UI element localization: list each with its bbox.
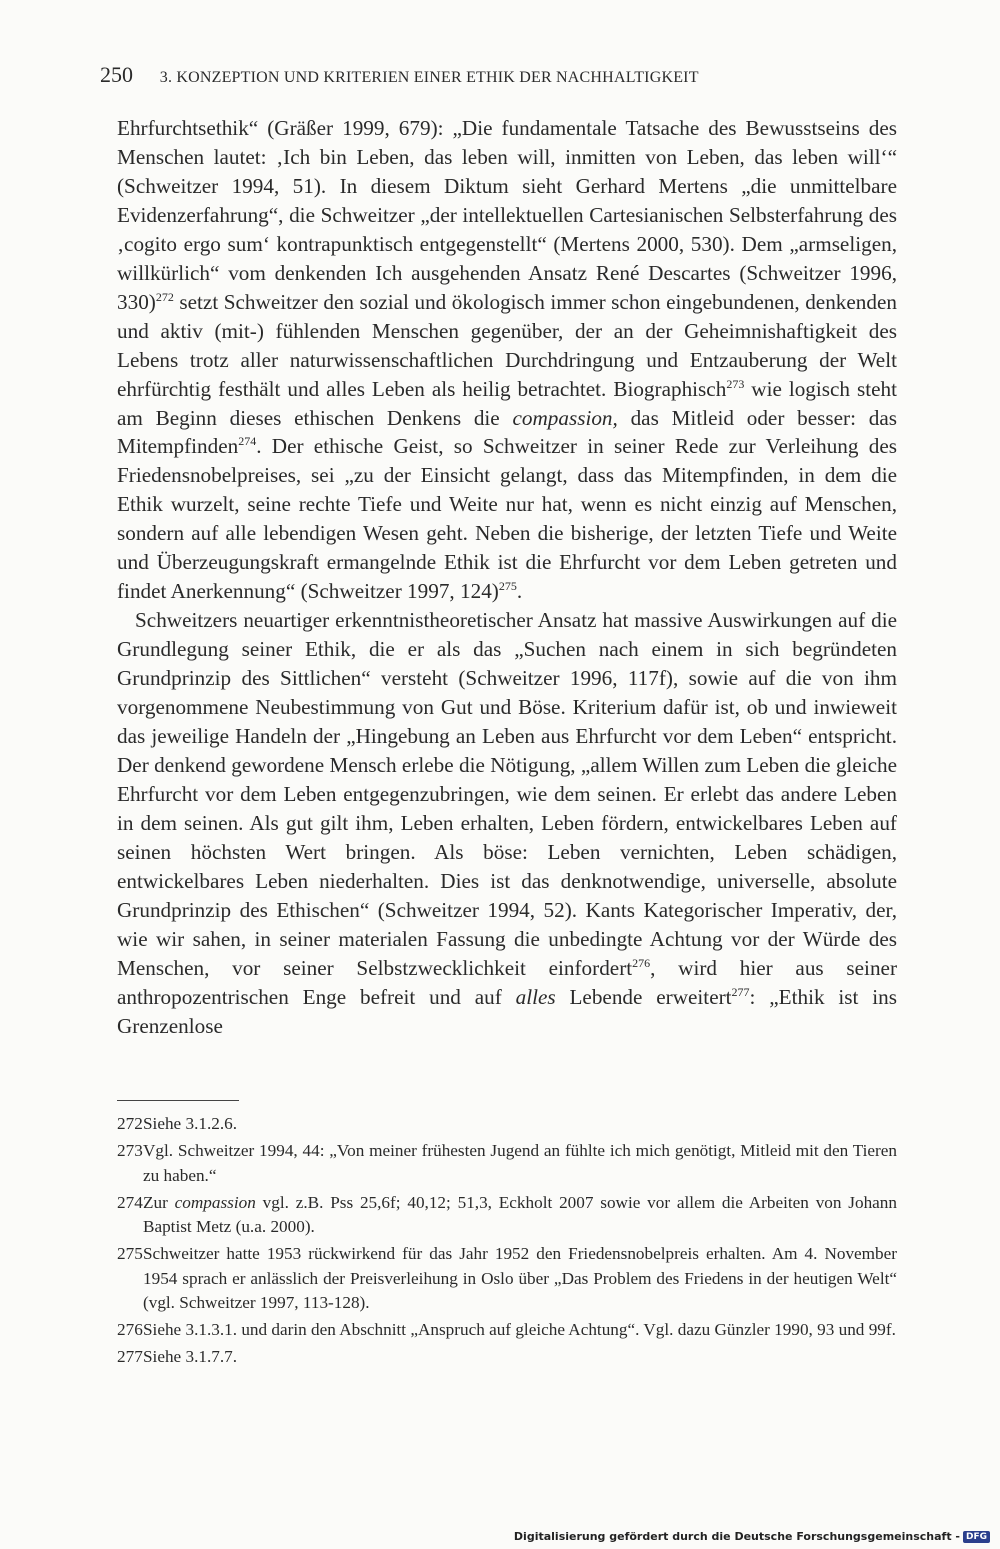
- footnote-272: [117, 1112, 897, 1137]
- text-span: Schweitzer hatte 1953 rückwirkend für das Jahr 1952 den Friedensnobelpreis erhalten. Am 4. November 1954 sprach er anlässlich der Preisverleihung in Oslo über „Das Problem des Friedens in der heutigen Welt“ (vgl. Schweitzer 1997, 113-128).: [143, 1244, 897, 1312]
- footnote-ref-274[interactable]: 274: [238, 434, 257, 449]
- text-span: , wird hier aus seiner anthropozentrischen Enge befreit und auf: [117, 955, 897, 1009]
- paragraph-1: [117, 114, 897, 606]
- text-span: Lebende erweitert: [555, 984, 732, 1009]
- emphasis-compassion: compassion: [174, 1192, 256, 1212]
- footnote-number: 274: [117, 1192, 143, 1212]
- footnote-ref-272[interactable]: 272: [155, 289, 174, 304]
- footnote-number: 277: [117, 1347, 143, 1366]
- text-span: vgl. z.B. Pss 25,6f; 40,12; 51,3, Eckholt 2007 sowie vor allem die Arbeiten von Johann Baptist Metz (u.a. 2000).: [143, 1192, 897, 1236]
- text-span: das Mitleid oder besser: das Mitempfinden: [117, 405, 897, 459]
- digitization-credit: [514, 1530, 990, 1543]
- running-title: 3. KONZEPTION UND KRITERIEN EINER ETHIK DER NACHHALTIGKEIT: [159, 69, 699, 86]
- footnote-274: [117, 1191, 897, 1240]
- footnote-ref-273[interactable]: 273: [726, 376, 745, 391]
- text-span: wie logisch steht am Beginn dieses ethischen Denkens die: [117, 376, 898, 430]
- footnote-ref-277[interactable]: 277: [731, 984, 750, 999]
- footnote-277: [117, 1345, 897, 1370]
- footnote-ref-276[interactable]: 276: [632, 955, 651, 970]
- footnote-text: [143, 1112, 897, 1137]
- text-span: Schweitzers neuartiger erkenntnistheoretischer Ansatz hat massive Auswirkungen auf die Grundlegung seiner Ethik, die er als das „Suchen nach einem in sich begründeten Grundprinzip des Sittlichen“ versteht (Schweitzer 1996, 117f), sowie auf die von ihm vorgenommene Neubestimmung von Gut und Böse. Kriterium dafür ist, ob und inwieweit das jeweilige Handeln der „Hingebung an Leben aus Ehrfurcht vor dem Leben“ entspricht. Der denkend gewordene Mensch erlebe die Nötigung, „allem Willen zum Leben die gleiche Ehrfurcht vor dem Leben entgegenzubringen, wie dem seinen. Er erlebt das andere Leben in dem seinen. Als gut gilt ihm, Leben erhalten, Leben fördern, entwickelbares Leben auf seinen höchsten Wert bringen. Als böse: Leben vernichten, Leben schädigen, entwickelbares Leben niederhalten. Dies ist das denknotwendige, universelle, absolute Grundprinzip des Ethischen“ (Schweitzer 1994, 52). Kants Kategorischer Imperativ, der, wie wir sahen, in seiner materialen Fassung die unbedingte Achtung vor der Würde des Menschen, vor seiner Selbstzwecklichkeit einfordert: [117, 608, 897, 980]
- footnote-text: [143, 1345, 897, 1370]
- text-span: Ehrfurchtsethik“ (Gräßer 1999, 679): „Die fundamentale Tatsache des Bewusstseins des Menschen lautet: ‚Ich bin Leben, das leben will, inmitten von Leben, das leben will‘“ (Schweitzer 1994, 51). In diesem Diktum sieht Gerhard Mertens „die unmittelbare Evidenzerfahrung“, die Schweitzer „der intellektuellen Cartesianischen Selbsterfahrung des ‚cogito ergo sum‘ kontrapunktisch entgegenstellt“ (Mertens 2000, 530). Dem „armseligen, willkürlich“ vom denkenden Ich ausgehenden Ansatz René Descartes (Schweitzer 1996, 330): [117, 116, 897, 314]
- footnote-number: 272: [117, 1114, 143, 1133]
- emphasis-compassion: compassion,: [512, 405, 618, 430]
- footnote-number: 276: [117, 1320, 143, 1339]
- page-number: 250: [100, 62, 133, 87]
- text-span: Siehe 3.1.2.6.: [143, 1114, 238, 1133]
- text-span: Siehe 3.1.7.7.: [143, 1347, 238, 1366]
- footnote-divider: [117, 1100, 239, 1101]
- text-span: Zur: [143, 1192, 175, 1212]
- main-text: [117, 114, 897, 1041]
- text-span: .: [516, 579, 523, 604]
- footnote-number: 273: [117, 1141, 143, 1160]
- footnote-275: [117, 1242, 897, 1316]
- dfg-logo: DFG: [963, 1531, 990, 1543]
- footnote-276: [117, 1318, 897, 1343]
- page-header: [100, 62, 900, 88]
- footnote-number: 275: [117, 1244, 143, 1263]
- text-span: setzt Schweitzer den sozial und ökologisch immer schon eingebundenen, denkenden und aktiv (mit-) fühlenden Menschen gegenüber, der an der Geheimnishaftigkeit des Lebens trotz aller naturwissenschaftlichen Durchdringung und Entzauberung der Welt ehrfürchtig festhält und alles Leben als heilig betrachtet. Biographisch: [117, 289, 897, 401]
- footnote-ref-275[interactable]: 275: [498, 579, 517, 594]
- footnote-text: [143, 1191, 897, 1240]
- text-span: Vgl. Schweitzer 1994, 44: „Von meiner frühesten Jugend an fühlte ich mich genötigt, Mitleid mit den Tieren zu haben.“: [143, 1141, 897, 1185]
- text-span: Siehe 3.1.3.1. und darin den Abschnitt „Anspruch auf gleiche Achtung“. Vgl. dazu Günzler 1990, 93 und 99f.: [143, 1320, 896, 1339]
- paragraph-2: [117, 606, 897, 1040]
- footnote-text: [143, 1139, 897, 1188]
- text-span: . Der ethische Geist, so Schweitzer in seiner Rede zur Verleihung des Friedensnobelpreises, sei „zu der Einsicht gelangt, dass das Mitempfinden, in dem die Ethik wurzelt, seine rechte Tiefe und Weite nur hat, wenn es nicht einzig auf Menschen, sondern auf alle lebendigen Wesen geht. Neben die bisherige, der letzten Tiefe und Weite und Überzeugungskraft ermangelnde Ethik ist die Ehrfurcht vor dem Leben getreten und findet Anerkennung“ (Schweitzer 1997, 124): [117, 434, 897, 604]
- credit-text: Digitalisierung gefördert durch die Deutsche Forschungsgemeinschaft -: [513, 1530, 960, 1543]
- emphasis-alles: alles: [515, 984, 556, 1009]
- footnotes: [117, 1112, 897, 1372]
- footnote-273: [117, 1139, 897, 1188]
- text-span: : „Ethik ist ins Grenzenlose: [117, 984, 897, 1038]
- footnote-text: [143, 1242, 897, 1316]
- footnote-text: [143, 1318, 897, 1343]
